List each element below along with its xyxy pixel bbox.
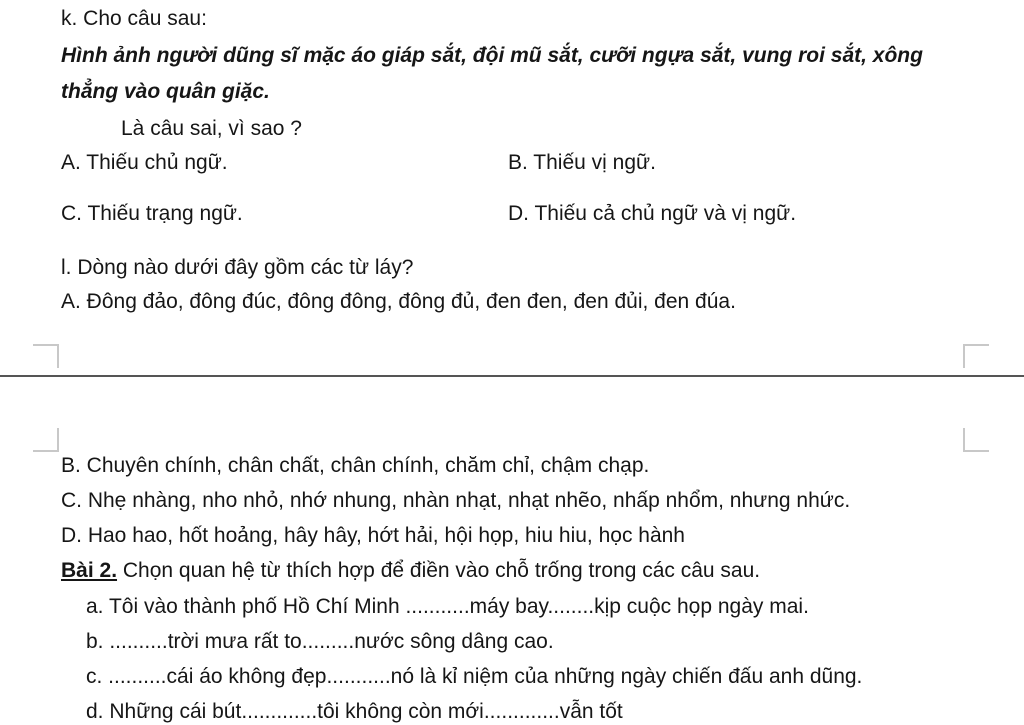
question-k-sentence-line-1: Hình ảnh người dũng sĩ mặc áo giáp sắt, đội mũ sắt, cưỡi ngựa sắt, vung roi sắt, xông: [61, 44, 923, 67]
exercise-2-instruction: Chọn quan hệ từ thích hợp để điền vào chỗ trống trong các câu sau.: [117, 559, 761, 582]
question-l-option-c: C. Nhẹ nhàng, nho nhỏ, nhớ nhung, nhàn nhạt, nhạt nhẽo, nhấp nhổm, nhưng nhức.: [61, 489, 851, 512]
question-l-title: l. Dòng nào dưới đây gồm các từ láy?: [61, 256, 414, 279]
question-l-option-b: B. Chuyên chính, chân chất, chân chính, chăm chỉ, chậm chạp.: [61, 454, 650, 477]
question-k-sentence-line-2: thẳng vào quân giặc.: [61, 80, 270, 103]
page-corner-mark: [963, 344, 989, 368]
exercise-2-item-b: b. ..........trời mưa rất to.........nước sông dâng cao.: [86, 630, 554, 653]
question-l-option-a: A. Đông đảo, đông đúc, đông đông, đông đủ, đen đen, đen đủi, đen đúa.: [61, 290, 736, 313]
page-corner-mark: [963, 428, 989, 452]
page-corner-mark: [33, 344, 59, 368]
question-k-prompt: Là câu sai, vì sao ?: [121, 117, 302, 140]
question-k-option-c: C. Thiếu trạng ngữ.: [61, 202, 243, 225]
page-corner-mark: [33, 428, 59, 452]
question-k-option-a: A. Thiếu chủ ngữ.: [61, 151, 228, 174]
exercise-2-item-d: d. Những cái bút.............tôi không còn mới.............vẫn tốt: [86, 700, 623, 723]
exercise-2-item-c: c. ..........cái áo không đẹp...........nó là kỉ niệm của những ngày chiến đấu anh dũng.: [86, 665, 863, 688]
exercise-2-item-a: a. Tôi vào thành phố Hồ Chí Minh ...........máy bay........kịp cuộc họp ngày mai.: [86, 595, 809, 618]
question-l-option-d: D. Hao hao, hốt hoảng, hây hây, hớt hải, hội họp, hiu hiu, học hành: [61, 524, 685, 547]
question-k-title: k. Cho câu sau:: [61, 7, 207, 30]
exercise-2-label: Bài 2.: [61, 559, 118, 582]
question-k-option-b: B. Thiếu vị ngữ.: [508, 151, 656, 174]
page-break-divider: [0, 375, 1024, 377]
exercise-2-heading: [61, 558, 760, 584]
question-k-option-d: D. Thiếu cả chủ ngữ và vị ngữ.: [508, 202, 797, 225]
